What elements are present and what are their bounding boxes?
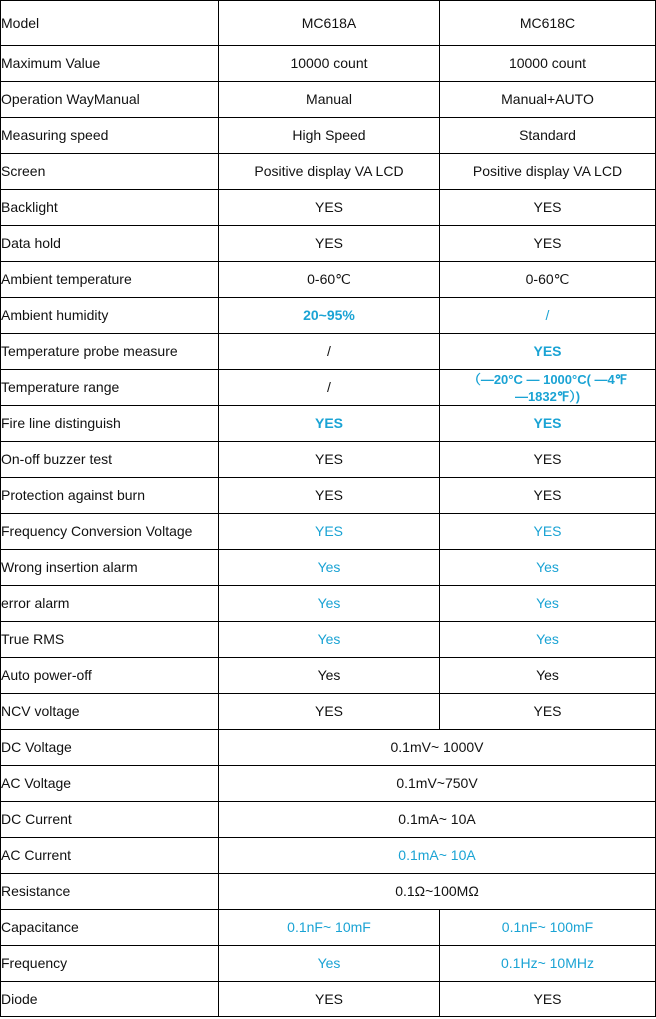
row-label: Fire line distinguish xyxy=(1,406,219,442)
value-mc618a: YES xyxy=(219,442,440,478)
row-label: Ambient temperature xyxy=(1,262,219,298)
value-mc618c: 0.1nF~ 100mF xyxy=(440,910,656,946)
value-mc618a: 20~95% xyxy=(219,298,440,334)
row-label: True RMS xyxy=(1,622,219,658)
table-row-diode xyxy=(1,982,656,1017)
header-mc618c: MC618C xyxy=(440,1,656,46)
table-row-maximum-value xyxy=(1,46,656,82)
value-both-models: 0.1Ω~100MΩ xyxy=(219,874,656,910)
row-label: AC Voltage xyxy=(1,766,219,802)
table-row-frequency xyxy=(1,946,656,982)
row-label: Resistance xyxy=(1,874,219,910)
value-mc618a: / xyxy=(219,334,440,370)
value-mc618c: Manual+AUTO xyxy=(440,82,656,118)
value-mc618c: 0.1Hz~ 10MHz xyxy=(440,946,656,982)
value-mc618c: Yes xyxy=(440,586,656,622)
value-mc618a: YES xyxy=(219,226,440,262)
table-row-auto-power-off xyxy=(1,658,656,694)
table-row-operation-way xyxy=(1,82,656,118)
table-row-measuring-speed xyxy=(1,118,656,154)
header-model-label: Model xyxy=(1,1,219,46)
value-mc618a: Yes xyxy=(219,658,440,694)
value-mc618c: YES xyxy=(440,334,656,370)
value-mc618c: YES xyxy=(440,694,656,730)
value-mc618c: YES xyxy=(440,514,656,550)
value-mc618c: / xyxy=(440,298,656,334)
value-mc618a: YES xyxy=(219,982,440,1017)
value-mc618c: YES xyxy=(440,226,656,262)
row-label: error alarm xyxy=(1,586,219,622)
value-mc618c: Yes xyxy=(440,622,656,658)
value-mc618c: Yes xyxy=(440,658,656,694)
value-mc618c: Yes xyxy=(440,550,656,586)
row-label: Maximum Value xyxy=(1,46,219,82)
value-mc618a: YES xyxy=(219,694,440,730)
row-label: Operation WayManual xyxy=(1,82,219,118)
row-label: Protection against burn xyxy=(1,478,219,514)
header-mc618a: MC618A xyxy=(219,1,440,46)
table-row-ambient-temperature xyxy=(1,262,656,298)
row-label: Auto power-off xyxy=(1,658,219,694)
temperature-range-line-2: —1832℉）) xyxy=(514,388,581,404)
table-row-ncv-voltage xyxy=(1,694,656,730)
value-mc618a: Yes xyxy=(219,586,440,622)
row-label: Temperature probe measure xyxy=(1,334,219,370)
value-mc618c: 10000 count xyxy=(440,46,656,82)
row-label: Frequency xyxy=(1,946,219,982)
table-row-dc-current xyxy=(1,802,656,838)
row-label: NCV voltage xyxy=(1,694,219,730)
value-mc618a: YES xyxy=(219,406,440,442)
table-row-error-alarm xyxy=(1,586,656,622)
value-mc618a: YES xyxy=(219,190,440,226)
table-row-true-rms xyxy=(1,622,656,658)
value-both-models: 0.1mV~750V xyxy=(219,766,656,802)
value-mc618c: Positive display VA LCD xyxy=(440,154,656,190)
value-mc618c: 0-60℃ xyxy=(440,262,656,298)
table-row-capacitance xyxy=(1,910,656,946)
row-label: Ambient humidity xyxy=(1,298,219,334)
value-mc618c: YES xyxy=(440,478,656,514)
value-mc618c: YES xyxy=(440,982,656,1017)
row-label: Screen xyxy=(1,154,219,190)
value-mc618a: Yes xyxy=(219,622,440,658)
value-both-models: 0.1mA~ 10A xyxy=(219,838,656,874)
row-label: On-off buzzer test xyxy=(1,442,219,478)
value-mc618a: Yes xyxy=(219,550,440,586)
value-mc618a: YES xyxy=(219,478,440,514)
row-label: Temperature range xyxy=(1,370,219,406)
value-mc618a: YES xyxy=(219,514,440,550)
value-mc618c xyxy=(440,370,656,406)
table-row-dc-voltage xyxy=(1,730,656,766)
row-label: Backlight xyxy=(1,190,219,226)
row-label: Wrong insertion alarm xyxy=(1,550,219,586)
row-label: Data hold xyxy=(1,226,219,262)
table-header-row xyxy=(1,1,656,46)
table-row-ac-current xyxy=(1,838,656,874)
row-label: DC Current xyxy=(1,802,219,838)
table-row-buzzer-test xyxy=(1,442,656,478)
table-row-wrong-insertion xyxy=(1,550,656,586)
row-label: Capacitance xyxy=(1,910,219,946)
value-mc618a: 0.1nF~ 10mF xyxy=(219,910,440,946)
table-row-screen xyxy=(1,154,656,190)
temperature-range-line-1: （—20°C — 1000°C( —4℉ xyxy=(467,371,628,387)
value-mc618a: 10000 count xyxy=(219,46,440,82)
row-label: DC Voltage xyxy=(1,730,219,766)
table-row-temperature-probe xyxy=(1,334,656,370)
table-row-fire-line xyxy=(1,406,656,442)
table-row-ac-voltage xyxy=(1,766,656,802)
value-mc618a: 0-60℃ xyxy=(219,262,440,298)
row-label: Diode xyxy=(1,982,219,1017)
value-both-models: 0.1mA~ 10A xyxy=(219,802,656,838)
value-both-models: 0.1mV~ 1000V xyxy=(219,730,656,766)
value-mc618a: Manual xyxy=(219,82,440,118)
value-mc618c: Standard xyxy=(440,118,656,154)
value-mc618a: Positive display VA LCD xyxy=(219,154,440,190)
table-row-frequency-conversion xyxy=(1,514,656,550)
table-row-ambient-humidity xyxy=(1,298,656,334)
row-label: Frequency Conversion Voltage xyxy=(1,514,219,550)
table-row-temperature-range xyxy=(1,370,656,406)
row-label: Measuring speed xyxy=(1,118,219,154)
table-row-data-hold xyxy=(1,226,656,262)
value-mc618a: / xyxy=(219,370,440,406)
value-mc618a: Yes xyxy=(219,946,440,982)
table-row-backlight xyxy=(1,190,656,226)
row-label: AC Current xyxy=(1,838,219,874)
value-mc618c: YES xyxy=(440,406,656,442)
value-mc618c: YES xyxy=(440,442,656,478)
table-row-burn-protection xyxy=(1,478,656,514)
table-row-resistance xyxy=(1,874,656,910)
value-mc618a: High Speed xyxy=(219,118,440,154)
value-mc618c: YES xyxy=(440,190,656,226)
